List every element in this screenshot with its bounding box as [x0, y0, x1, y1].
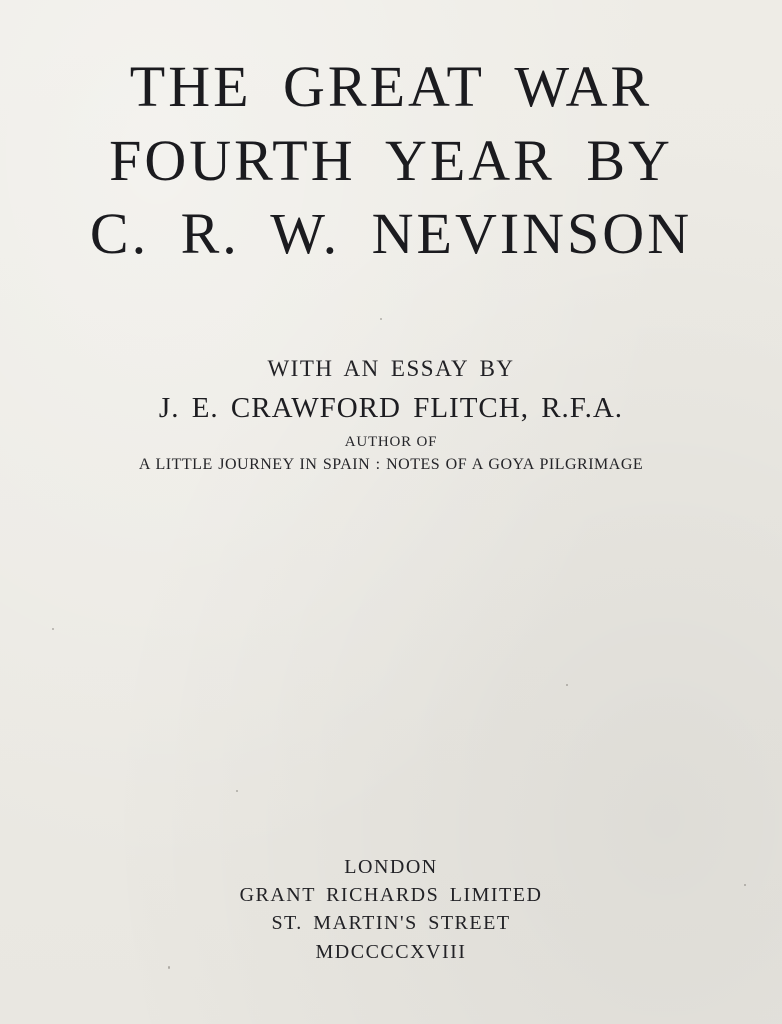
paper-speck: [168, 966, 170, 969]
imprint-city: LONDON: [344, 856, 438, 878]
paper-speck: [380, 318, 382, 320]
imprint-street: ST. MARTIN'S STREET: [271, 912, 511, 934]
paper-speck: [236, 790, 238, 792]
paper-speck: [744, 884, 746, 886]
book-title-line-1: THE GREAT WAR: [129, 54, 653, 119]
essay-intro: WITH AN ESSAY BY: [267, 356, 515, 381]
author-works: A LITTLE JOURNEY IN SPAIN : NOTES OF A GOYA PILGRIMAGE: [138, 456, 644, 473]
author-of-label: AUTHOR OF: [344, 434, 438, 450]
paper-speck: [566, 684, 568, 686]
book-title-line-3: C. R. W. NEVINSON: [89, 201, 693, 266]
paper-speck: [52, 628, 54, 630]
imprint-year: MDCCCCXVIII: [315, 941, 467, 963]
essay-author: J. E. CRAWFORD FLITCH, R.F.A.: [158, 392, 624, 424]
imprint-publisher: GRANT RICHARDS LIMITED: [239, 884, 543, 906]
book-title-line-2: FOURTH YEAR BY: [109, 128, 673, 193]
